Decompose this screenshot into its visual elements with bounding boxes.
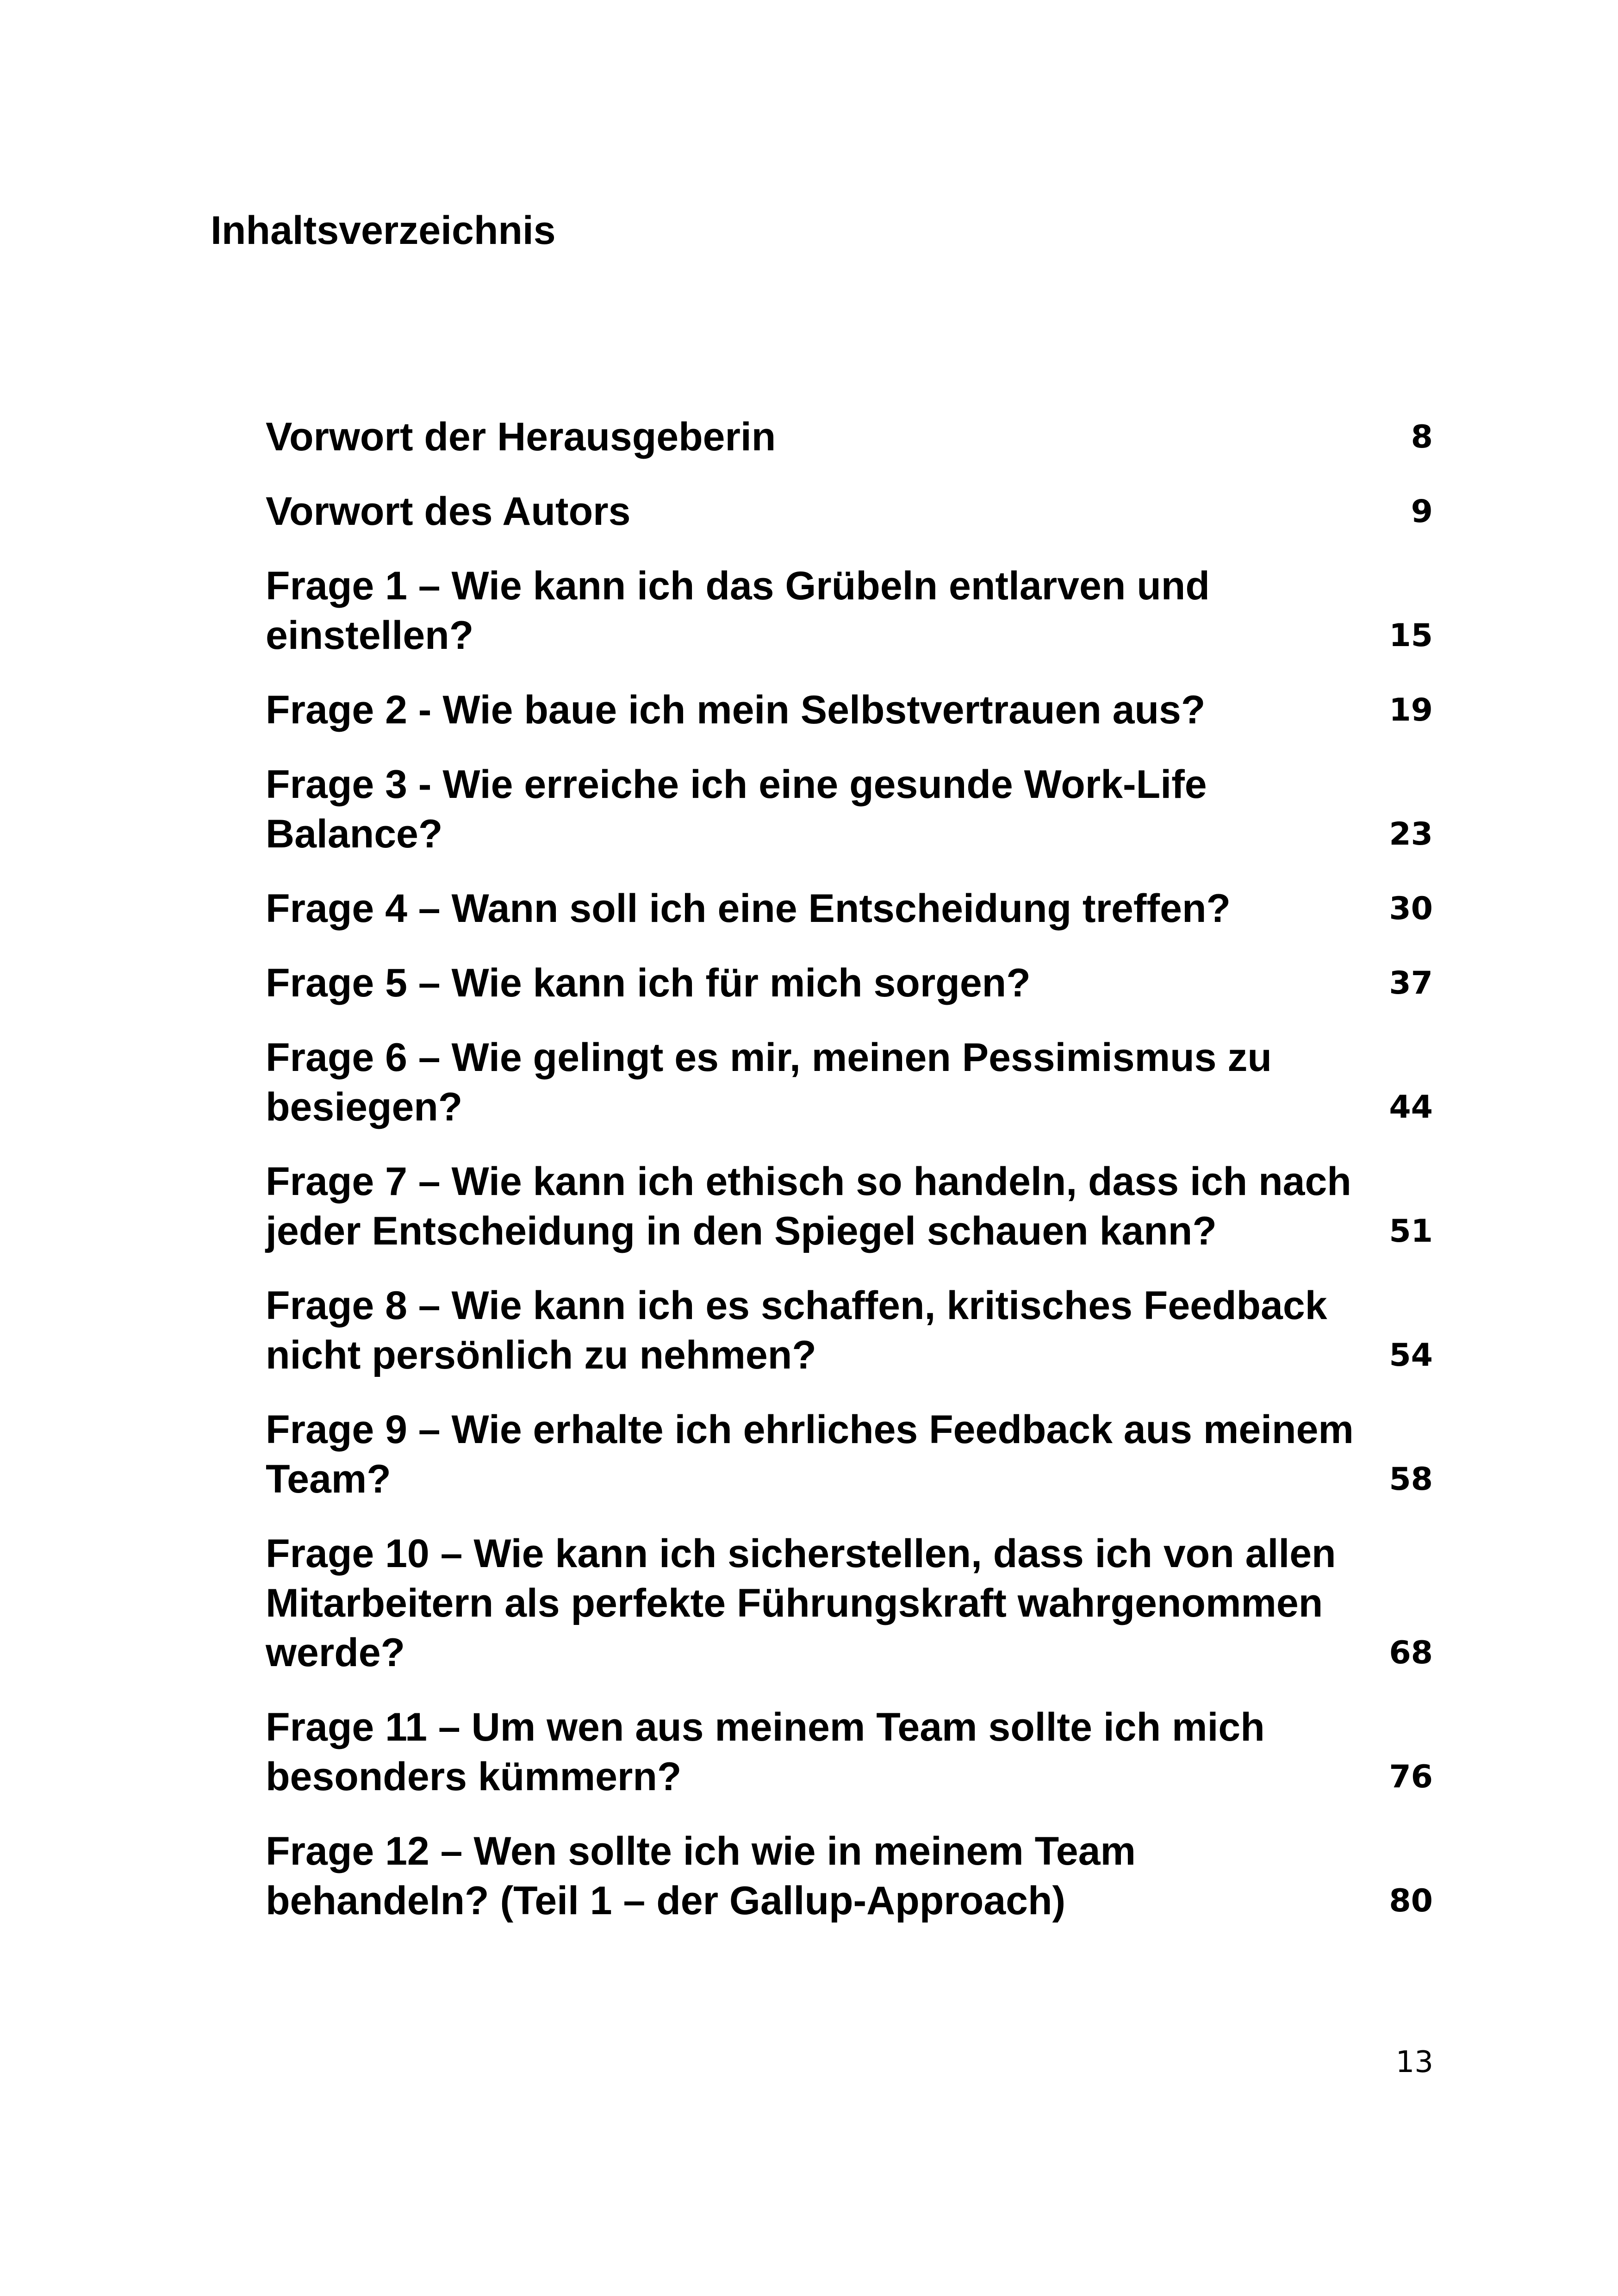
- toc-entry-page-number: 9: [1411, 493, 1433, 530]
- toc-entry-title: [266, 487, 1433, 536]
- toc-entry-page-number: 15: [1389, 617, 1433, 654]
- toc-entry-page-number: 30: [1389, 890, 1433, 927]
- toc-entry-line: Frage 4 – Wann soll ich eine Entscheidung treffen?: [266, 886, 1231, 931]
- toc-entry-line: Vorwort der Herausgeberin: [266, 415, 776, 459]
- toc-entry-line: Frage 9 – Wie erhalte ich ehrliches Feedback aus meinem: [266, 1407, 1354, 1452]
- toc-entry-page-number: 51: [1389, 1213, 1433, 1250]
- toc-entry[interactable]: [266, 412, 1433, 462]
- toc-entry-line: Frage 7 – Wie kann ich ethisch so handeln, dass ich nach: [266, 1159, 1351, 1204]
- toc-entry-line: Frage 5 – Wie kann ich für mich sorgen?: [266, 961, 1031, 1005]
- toc-entry[interactable]: [266, 1703, 1433, 1802]
- toc-entry-title: [266, 958, 1433, 1008]
- page-number: 13: [1395, 2045, 1433, 2079]
- toc-entry-line: Frage 11 – Um wen aus meinem Team sollte ich mich: [266, 1705, 1265, 1749]
- toc-entry[interactable]: [266, 685, 1433, 735]
- toc-entry-title: [266, 1405, 1433, 1504]
- toc-entry-line: besonders kümmern?: [266, 1755, 682, 1799]
- toc-entry[interactable]: [266, 1281, 1433, 1380]
- toc-entry-line: jeder Entscheidung in den Spiegel schauen kann?: [266, 1209, 1217, 1253]
- toc-entry-page-number: 58: [1389, 1461, 1433, 1498]
- toc-entry-title: [266, 412, 1433, 462]
- toc-entry-title: [266, 1827, 1433, 1926]
- toc-entry-line: besiegen?: [266, 1085, 463, 1129]
- toc-entry[interactable]: [266, 958, 1433, 1008]
- toc-entry[interactable]: [266, 1405, 1433, 1504]
- toc-entry-line: behandeln? (Teil 1 – der Gallup-Approach): [266, 1879, 1066, 1923]
- toc-entry-page-number: 23: [1389, 816, 1433, 852]
- toc-entry[interactable]: [266, 561, 1433, 660]
- toc-entry-line: Frage 6 – Wie gelingt es mir, meinen Pessimismus zu: [266, 1035, 1272, 1080]
- toc-entry[interactable]: [266, 487, 1433, 536]
- toc-entry-page-number: 80: [1389, 1883, 1433, 1919]
- toc-entry-line: Vorwort des Autors: [266, 489, 631, 534]
- toc-entry[interactable]: [266, 884, 1433, 933]
- toc-entry-title: [266, 1703, 1433, 1802]
- toc-entry[interactable]: [266, 1529, 1433, 1678]
- toc-entry-title: [266, 685, 1433, 735]
- toc-entry-line: Frage 2 - Wie baue ich mein Selbstvertrauen aus?: [266, 688, 1206, 732]
- toc-entry[interactable]: [266, 1033, 1433, 1132]
- toc-entry-line: Mitarbeitern als perfekte Führungskraft wahrgenommen: [266, 1581, 1323, 1625]
- toc-entry-title: [266, 1033, 1433, 1132]
- toc-entry-line: Frage 12 – Wen sollte ich wie in meinem Team: [266, 1829, 1136, 1873]
- toc-entry-page-number: 54: [1389, 1337, 1433, 1374]
- toc-entry-line: Frage 1 – Wie kann ich das Grübeln entlarven und: [266, 564, 1210, 608]
- toc-entry-line: Frage 3 - Wie erreiche ich eine gesunde Work-Life: [266, 762, 1207, 807]
- toc-entry-line: werde?: [266, 1630, 405, 1675]
- toc-entry-line: einstellen?: [266, 613, 474, 658]
- toc-entry-page-number: 76: [1389, 1759, 1433, 1795]
- toc-entry-page-number: 44: [1389, 1089, 1433, 1126]
- toc-entry[interactable]: [266, 760, 1433, 859]
- toc-entry-page-number: 19: [1389, 692, 1433, 728]
- toc-entry-line: Balance?: [266, 812, 443, 856]
- toc-entry-title: [266, 1157, 1433, 1256]
- toc-entry-title: [266, 1529, 1433, 1678]
- toc-entry-line: nicht persönlich zu nehmen?: [266, 1333, 816, 1377]
- toc-entry[interactable]: [266, 1827, 1433, 1926]
- toc-entry-title: [266, 561, 1433, 660]
- toc-entry-title: [266, 1281, 1433, 1380]
- toc-entry-line: Team?: [266, 1457, 391, 1501]
- table-of-contents: [266, 412, 1433, 1951]
- toc-entry-page-number: 8: [1411, 419, 1433, 455]
- page-title: Inhaltsverzeichnis: [211, 208, 556, 253]
- toc-entry-line: Frage 8 – Wie kann ich es schaffen, kritisches Feedback: [266, 1283, 1327, 1328]
- toc-entry[interactable]: [266, 1157, 1433, 1256]
- toc-entry-title: [266, 884, 1433, 933]
- toc-entry-page-number: 68: [1389, 1635, 1433, 1671]
- toc-entry-page-number: 37: [1389, 965, 1433, 1002]
- toc-entry-title: [266, 760, 1433, 859]
- toc-entry-line: Frage 10 – Wie kann ich sicherstellen, dass ich von allen: [266, 1531, 1336, 1576]
